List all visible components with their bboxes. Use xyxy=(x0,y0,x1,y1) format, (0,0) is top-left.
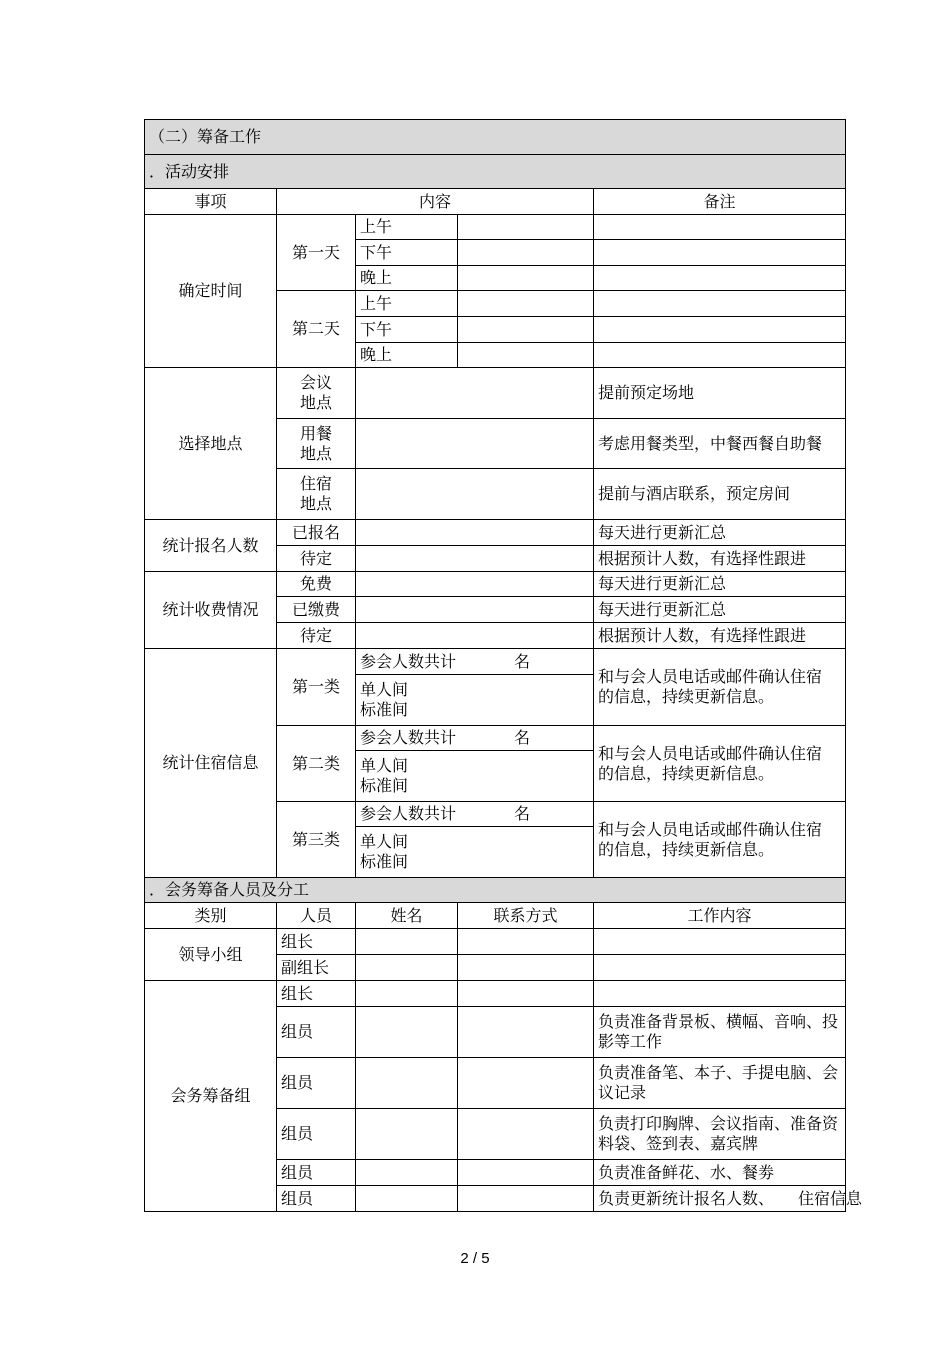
lodging-count: 参会人数共计 名 xyxy=(356,649,594,675)
note-cell xyxy=(594,343,846,368)
place-note: 提前与酒店联系，预定房间 xyxy=(594,469,846,520)
content-cell xyxy=(356,572,594,597)
lodging-rooms: 单人间 标准间 xyxy=(356,751,594,802)
lodging-rooms: 单人间 标准间 xyxy=(356,827,594,878)
day2-label: 第二天 xyxy=(277,291,356,368)
staff-title: ．会务筹备人员及分工 xyxy=(145,878,846,903)
time-label: 确定时间 xyxy=(145,215,277,368)
prep-role: 组员 xyxy=(277,1058,356,1109)
contact-cell xyxy=(458,929,594,955)
name-cell xyxy=(356,955,458,981)
slot-evening: 晚上 xyxy=(356,266,458,291)
fees-free: 免费 xyxy=(277,572,356,597)
slot-evening: 晚上 xyxy=(356,343,458,368)
lodging-count: 参会人数共计 名 xyxy=(356,802,594,827)
slot-afternoon: 下午 xyxy=(356,240,458,266)
lodging-count: 参会人数共计 名 xyxy=(356,726,594,751)
prep-role: 组长 xyxy=(277,981,356,1007)
content-cell xyxy=(356,623,594,649)
lodging-note: 和与会人员电话或邮件确认住宿 的信息，持续更新信息。 xyxy=(594,726,846,802)
prep-role: 组员 xyxy=(277,1160,356,1186)
name-cell xyxy=(356,1007,458,1058)
signup-pending: 待定 xyxy=(277,546,356,572)
page-number: 2 / 5 xyxy=(460,1250,490,1267)
task-cell: 负责准备笔、本子、手提电脑、会 议记录 xyxy=(594,1058,846,1109)
name-cell xyxy=(356,929,458,955)
content-cell xyxy=(356,368,594,419)
name-cell xyxy=(356,1160,458,1186)
contact-cell xyxy=(458,1109,594,1160)
header-item: 事项 xyxy=(145,189,277,215)
note-cell xyxy=(594,291,846,317)
contact-cell xyxy=(458,1058,594,1109)
place-lodging: 住宿 地点 xyxy=(277,469,356,520)
lodging-class-3: 第三类 xyxy=(277,802,356,878)
fees-paid: 已缴费 xyxy=(277,597,356,623)
place-note: 提前预定场地 xyxy=(594,368,846,419)
task-cell: 负责更新统计报名人数、 住宿信息 xyxy=(594,1186,846,1212)
place-dining: 用餐 地点 xyxy=(277,419,356,469)
task-cell xyxy=(594,955,846,981)
fees-pending: 待定 xyxy=(277,623,356,649)
section-title: （二）筹备工作 xyxy=(145,120,846,155)
content-cell xyxy=(356,469,594,520)
activity-title: ．活动安排 xyxy=(145,155,846,189)
time-cell xyxy=(458,343,594,368)
note-cell xyxy=(594,266,846,291)
header-note: 备注 xyxy=(594,189,846,215)
time-cell xyxy=(458,317,594,343)
lodging-label: 统计住宿信息 xyxy=(145,649,277,878)
task-cell: 负责打印胸牌、会议指南、准备资 料袋、签到表、嘉宾牌 xyxy=(594,1109,846,1160)
prep-label: 会务筹备组 xyxy=(145,981,277,1212)
time-cell xyxy=(458,240,594,266)
note-cell xyxy=(594,317,846,343)
preparation-table xyxy=(144,119,863,1212)
contact-cell xyxy=(458,955,594,981)
name-cell xyxy=(356,981,458,1007)
prep-role: 组员 xyxy=(277,1109,356,1160)
name-cell xyxy=(356,1109,458,1160)
day1-label: 第一天 xyxy=(277,215,356,291)
fees-label: 统计收费情况 xyxy=(145,572,277,649)
time-cell xyxy=(458,266,594,291)
fees-note: 根据预计人数，有选择性跟进 xyxy=(594,623,846,649)
fees-note: 每天进行更新汇总 xyxy=(594,572,846,597)
signup-registered: 已报名 xyxy=(277,520,356,546)
prep-role: 组员 xyxy=(277,1186,356,1212)
lodging-note: 和与会人员电话或邮件确认住宿 的信息，持续更新信息。 xyxy=(594,649,846,726)
lodging-rooms: 单人间 标准间 xyxy=(356,675,594,726)
name-cell xyxy=(356,1186,458,1212)
header-contact: 联系方式 xyxy=(458,903,594,929)
prep-role: 组员 xyxy=(277,1007,356,1058)
contact-cell xyxy=(458,1007,594,1058)
task-cell: 负责准备鲜花、水、餐劵 xyxy=(594,1160,846,1186)
content-cell xyxy=(356,419,594,469)
content-cell xyxy=(356,597,594,623)
header-content: 内容 xyxy=(277,189,594,215)
fees-note: 每天进行更新汇总 xyxy=(594,597,846,623)
contact-cell xyxy=(458,1186,594,1212)
contact-cell xyxy=(458,981,594,1007)
signup-note: 根据预计人数，有选择性跟进 xyxy=(594,546,846,572)
place-label: 选择地点 xyxy=(145,368,277,520)
task-cell xyxy=(594,981,846,1007)
slot-morning: 上午 xyxy=(356,215,458,240)
leader-role: 副组长 xyxy=(277,955,356,981)
header-personnel: 人员 xyxy=(277,903,356,929)
note-cell xyxy=(594,215,846,240)
place-note: 考虑用餐类型，中餐西餐自助餐 xyxy=(594,419,846,469)
slot-morning: 上午 xyxy=(356,291,458,317)
leaders-label: 领导小组 xyxy=(145,929,277,981)
header-category: 类别 xyxy=(145,903,277,929)
header-task: 工作内容 xyxy=(594,903,846,929)
lodging-class-1: 第一类 xyxy=(277,649,356,726)
content-cell xyxy=(356,546,594,572)
place-meeting: 会议 地点 xyxy=(277,368,356,419)
signup-note: 每天进行更新汇总 xyxy=(594,520,846,546)
contact-cell xyxy=(458,1160,594,1186)
time-cell xyxy=(458,291,594,317)
lodging-note: 和与会人员电话或邮件确认住宿 的信息，持续更新信息。 xyxy=(594,802,846,878)
time-cell xyxy=(458,215,594,240)
content-cell xyxy=(356,520,594,546)
slot-afternoon: 下午 xyxy=(356,317,458,343)
task-cell: 负责准备背景板、横幅、音响、投 影等工作 xyxy=(594,1007,846,1058)
task-cell xyxy=(594,929,846,955)
note-cell xyxy=(594,240,846,266)
lodging-class-2: 第二类 xyxy=(277,726,356,802)
signup-label: 统计报名人数 xyxy=(145,520,277,572)
name-cell xyxy=(356,1058,458,1109)
header-name: 姓名 xyxy=(356,903,458,929)
leader-role: 组长 xyxy=(277,929,356,955)
